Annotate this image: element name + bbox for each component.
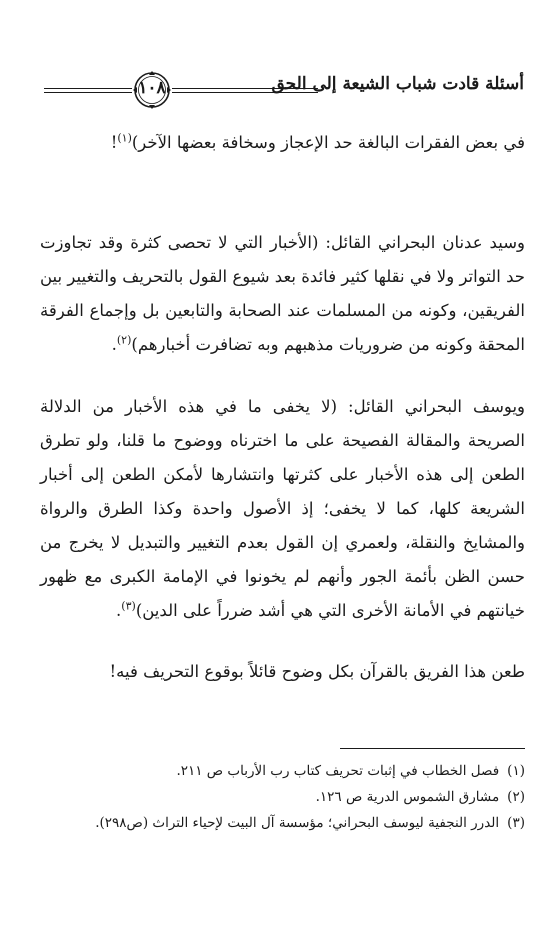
header-title: أسئلة قادت شباب الشيعة إلى الحق [271, 74, 524, 94]
footnote-text: فصل الخطاب في إثبات تحريف كتاب رب الأرباب ص ٢١١. [176, 763, 500, 779]
footnote-text: مشارق الشموس الدرية ص ١٢٦. [315, 789, 500, 805]
footnote-number: (١) [507, 763, 525, 779]
paragraph-tail: . [111, 335, 117, 354]
paragraph-text: في بعض الفقرات البالغة حد الإعجاز وسخافة بعضها الآخر) [131, 133, 525, 152]
footnote-reference[interactable]: (٢) [116, 333, 132, 347]
header-rule [44, 88, 132, 89]
footnotes [40, 758, 525, 836]
footnote-item [40, 784, 525, 810]
footnote-number: (٣) [507, 815, 525, 831]
footnote-reference[interactable]: (٣) [121, 599, 136, 613]
paragraph-tail: . [116, 601, 122, 620]
paragraph-text: وسيد عدنان البحراني القائل: (الأخبار التي لا تحصى كثرة وقد تجاوزت حد التواتر ولا في نقلها كثير فائدة بعد شيوع القول بالتحريف والتغيير بين الفريقين، وكونه من المسلمات عند الصحابة والتابعين بل وإجماع الفرقة المحقة وكونه من ضروريات مذهبهم وبه تضافرت أخبارهم) [40, 233, 525, 354]
footnote-text: الدرر النجفية ليوسف البحراني؛ مؤسسة آل البيت لإحياء التراث (ص٢٩٨). [95, 815, 500, 831]
footnote-number: (٢) [507, 789, 525, 805]
page-number-ornament [132, 70, 172, 110]
running-header [34, 70, 524, 110]
paragraph-tail: ! [110, 133, 118, 152]
paragraph [40, 390, 525, 628]
page-number: ١٠٨ [138, 78, 166, 98]
paragraph [40, 226, 525, 362]
footnote-reference[interactable]: (١) [117, 131, 132, 145]
paragraph-text: طعن هذا الفريق بالقرآن بكل وضوح قائلاً بوقوع التحريف فيه! [109, 662, 525, 681]
paragraph [40, 126, 525, 160]
header-rule [44, 92, 132, 93]
paragraph [40, 655, 525, 689]
paragraph-text: ويوسف البحراني القائل: (لا يخفى ما في هذه الأخبار من الدلالة الصريحة والمقالة الفصيحة على ما اخترناه ووضوح ما قلنا، ولو تطرق الطعن إلى هذه الأخبار على كثرتها وانتشارها لأمكن الطعن إلى أخبار الشريعة كلها، كما لا يخفى؛ إذ الأصول واحدة وكذا الطرق والرواة والمشايخ والنقلة، ولعمري إن القول بعدم التغيير والتبديل لا يخرج من حسن الظن بأئمة الجور وأنهم لم يخونوا في الإمامة الكبرى مع ظهور خيانتهم في الأمانة الأخرى التي هي أشد ضرراً على الدين) [40, 397, 525, 620]
footnote-divider [340, 748, 525, 749]
footnote-item [40, 810, 525, 836]
header-rule [172, 92, 318, 93]
footnote-item [40, 758, 525, 784]
header-rule [172, 88, 318, 89]
